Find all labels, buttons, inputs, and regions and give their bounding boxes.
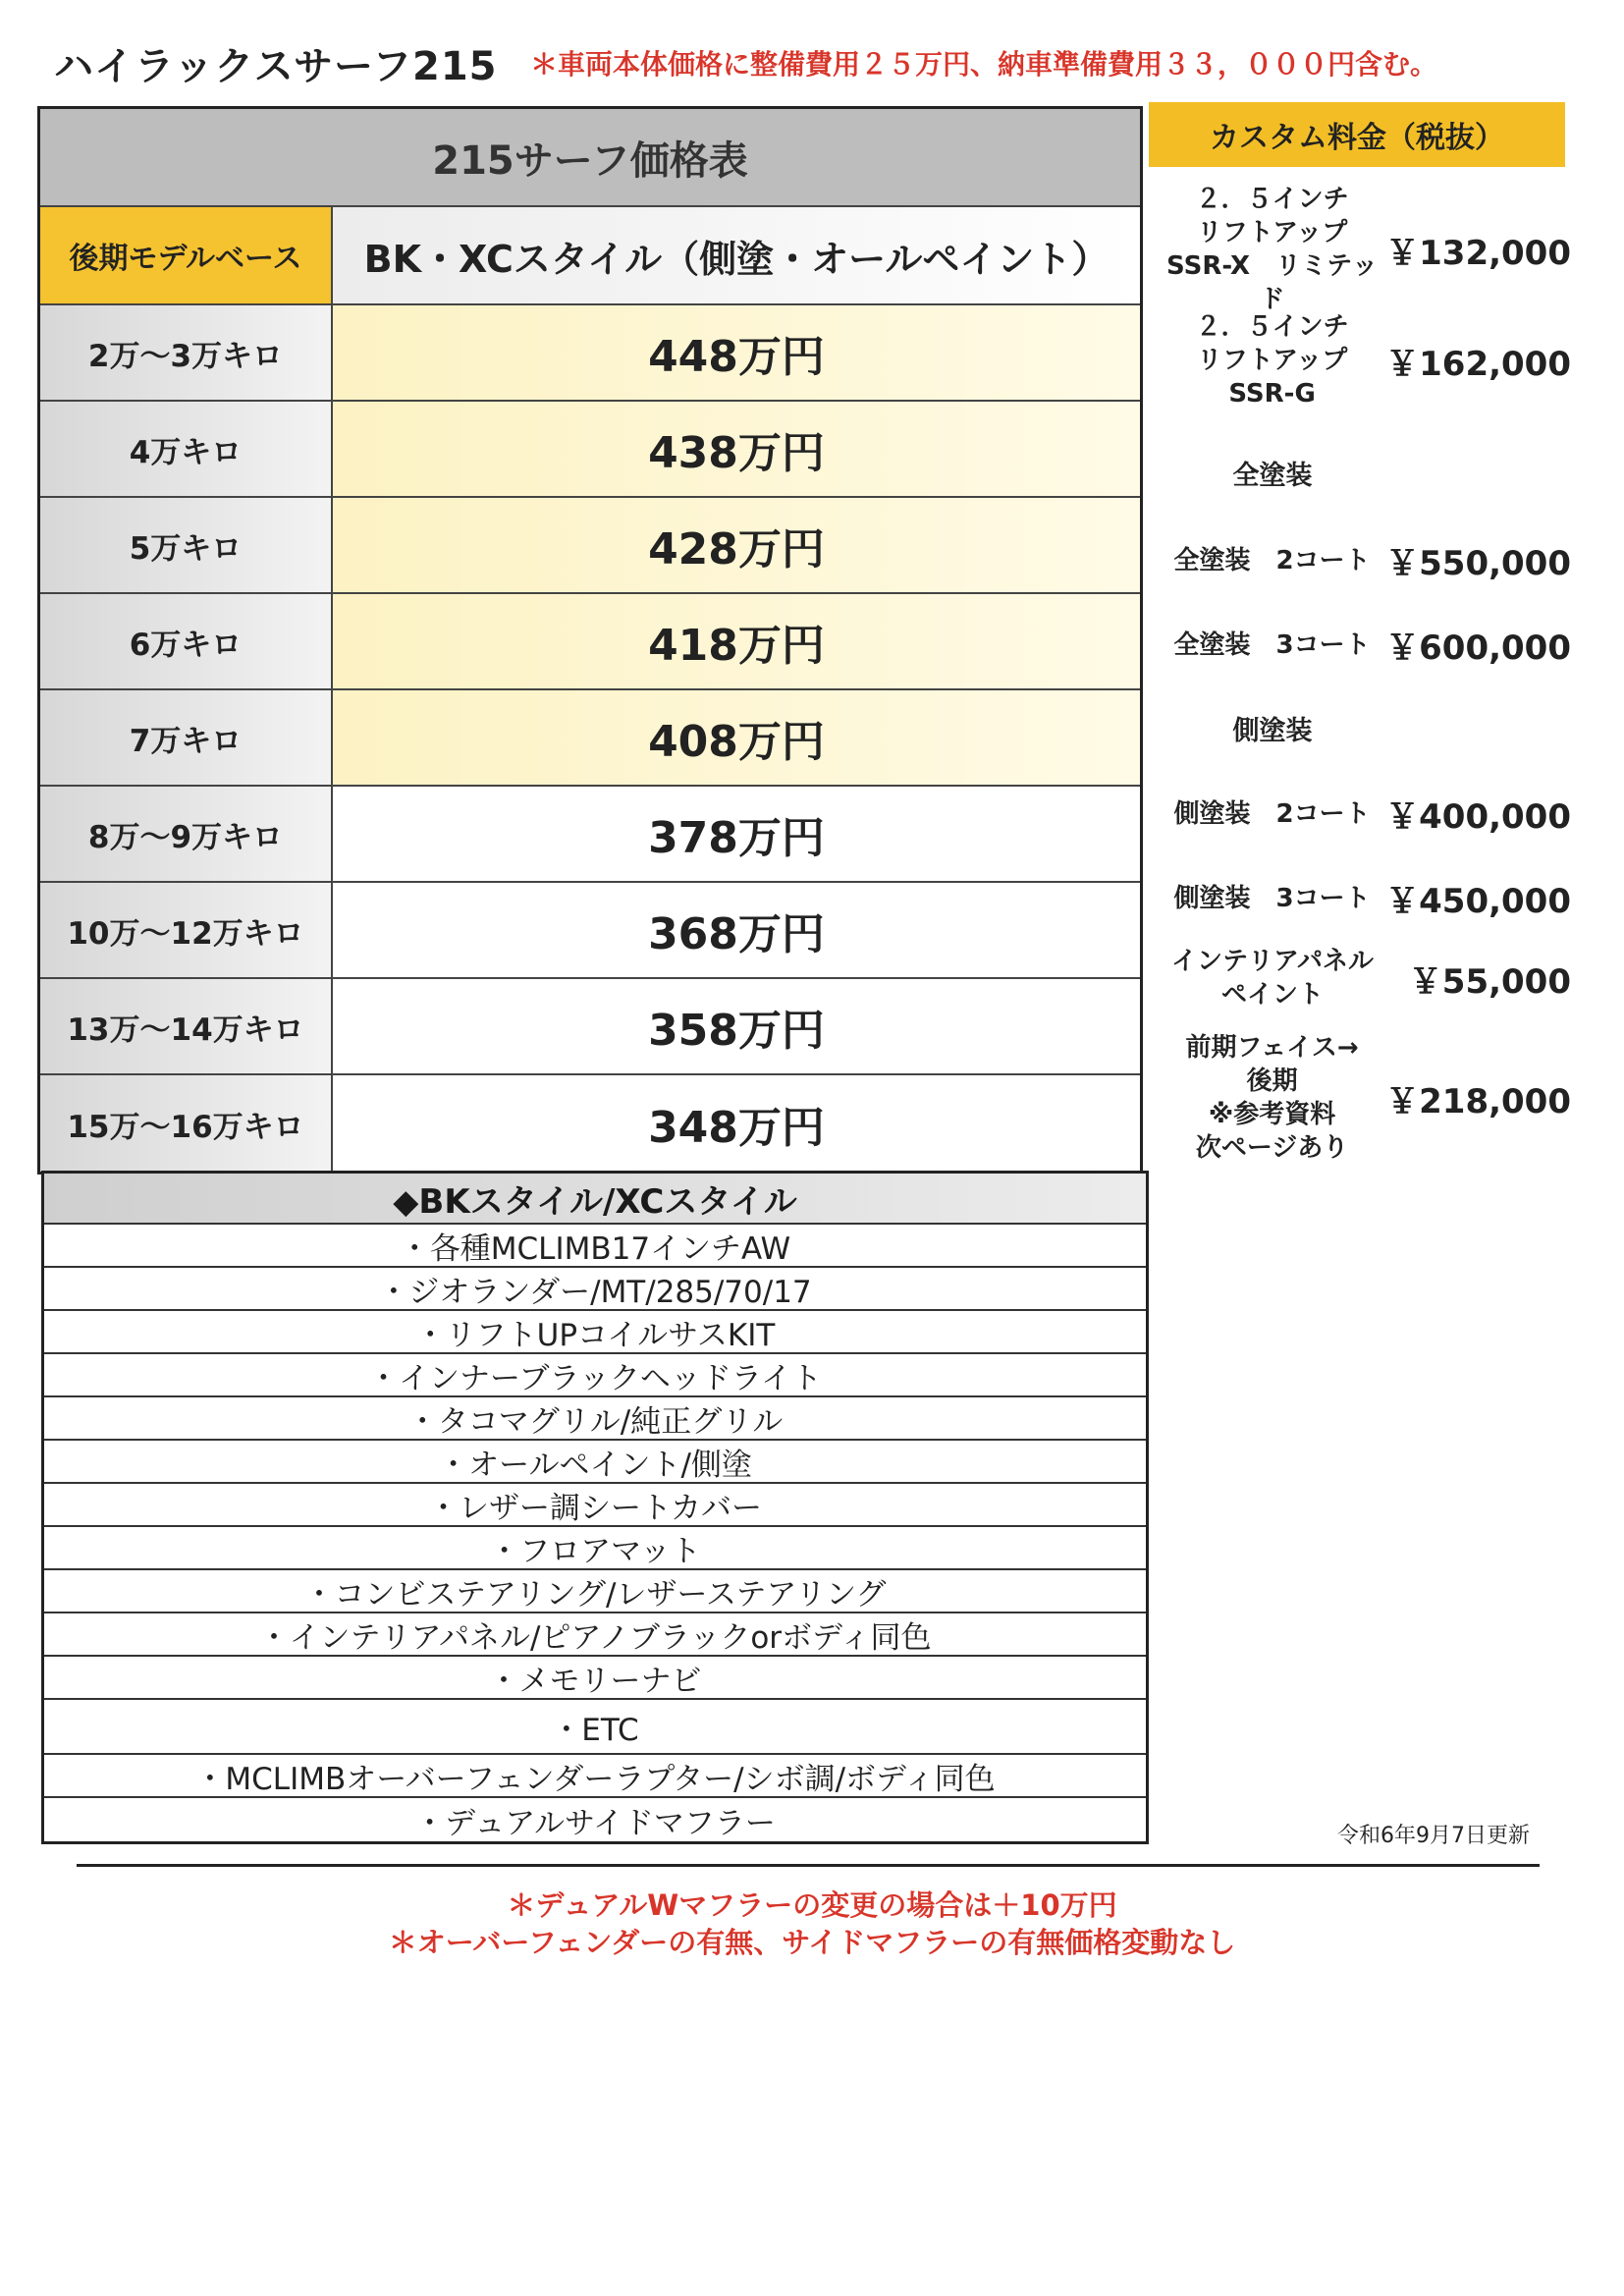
price-cell: 418万円 (333, 594, 1140, 688)
list-item: ・コンビステアリング/レザーステアリング (44, 1570, 1146, 1613)
fee-label: 側塗装 3コート (1173, 883, 1371, 913)
mileage-cell: 13万～14万キロ (40, 979, 333, 1073)
feature-list-title: ◆BKスタイル/XCスタイル (44, 1174, 1146, 1225)
mileage-cell: 10万～12万キロ (40, 883, 333, 977)
fee-price: ￥218,000 (1385, 1081, 1571, 1121)
price-table (37, 106, 1143, 1175)
mileage-cell: 6万キロ (40, 594, 333, 688)
list-item: ・ETC (44, 1700, 1146, 1755)
table-row (40, 787, 1140, 883)
price-cell: 348万円 (648, 1103, 825, 1153)
base-model-label: 後期モデルベース (40, 207, 333, 303)
table-row (40, 883, 1140, 979)
list-item: ・フロアマット (44, 1527, 1146, 1570)
fee-label: 全塗装 3コート (1173, 629, 1371, 660)
fee-label: ２．５インチ リフトアップ SSR-X リミテッド (1166, 185, 1379, 314)
list-item: ・デュアルサイドマフラー (414, 1805, 776, 1841)
fee-label: 全塗装 2コート (1173, 545, 1371, 575)
fee-row-side-paint-2coat (1159, 790, 1571, 838)
list-item: ・メモリーナビ (44, 1657, 1146, 1700)
fee-row-full-paint-2coat (1159, 536, 1571, 584)
price-cell: 378万円 (648, 813, 825, 863)
table-row (40, 979, 1140, 1075)
fee-row-interior-panel (1159, 945, 1571, 1011)
fee-price: ￥55,000 (1408, 961, 1571, 1002)
fee-row-face-swap (1159, 1031, 1571, 1165)
fee-price: ￥132,000 (1385, 233, 1571, 273)
list-item: ・レザー調シートカバー (44, 1484, 1146, 1527)
mileage-cell: 7万キロ (40, 690, 333, 785)
fee-label: インテリアパネル ペイント (1171, 947, 1374, 1010)
table-row (40, 402, 1140, 498)
fee-price: ￥450,000 (1385, 882, 1571, 921)
list-item: ・オールペイント/側塗 (44, 1441, 1146, 1484)
mileage-cell: 8万～9万キロ (40, 787, 333, 881)
price-cell: 408万円 (333, 690, 1140, 785)
price-cell: 448万円 (333, 305, 1140, 400)
list-item: ・各種MCLIMB17インチAW (44, 1225, 1146, 1268)
mileage-cell: 2万～3万キロ (40, 305, 333, 400)
fee-price: ￥600,000 (1385, 629, 1571, 668)
table-row (40, 594, 1140, 690)
footnote-muffler: ＊デュアルWマフラーの変更の場合は＋10万円 (507, 1888, 1117, 1922)
fee-row-side-paint-3coat (1159, 874, 1571, 922)
fee-row-full-paint-3coat (1159, 621, 1571, 669)
price-cell: 368万円 (648, 909, 825, 959)
fee-price: ￥550,000 (1385, 544, 1571, 583)
fee-row-lift-ssrg (1159, 310, 1571, 410)
feature-list (41, 1171, 1149, 1844)
list-item: ・ジオランダー/MT/285/70/17 (44, 1268, 1146, 1311)
price-cell: 358万円 (648, 1006, 825, 1056)
fee-price: ￥162,000 (1385, 344, 1571, 384)
title-note: ＊車両本体価格に整備費用２５万円、納車準備費用３３，０００円含む。 (530, 48, 1438, 81)
mileage-cell: 4万キロ (40, 402, 333, 496)
style-label: BK・XCスタイル（側塗・オールペイント） (333, 207, 1140, 303)
fee-price: ￥400,000 (1385, 797, 1571, 837)
fee-label: 前期フェイス→ 後期 ※参考資料 次ページあり (1185, 1033, 1359, 1163)
mileage-cell: 5万キロ (40, 498, 333, 592)
table-row (40, 1075, 1140, 1172)
list-item: ・MCLIMBオーバーフェンダーラプター/シボ調/ボディ同色 (44, 1755, 1146, 1798)
price-table-title: 215サーフ価格表 (40, 109, 1140, 207)
price-cell: 428万円 (333, 498, 1140, 592)
mileage-cell: 15万～16万キロ (40, 1075, 333, 1172)
fee-row-lift-ssrx (1159, 183, 1571, 316)
footnote-fender: ＊オーバーフェンダーの有無、サイドマフラーの有無価格変動なし (388, 1926, 1236, 1959)
price-table-subheader (40, 207, 1140, 305)
price-cell: 438万円 (333, 402, 1140, 496)
side-paint-heading: 側塗装 (1232, 716, 1313, 746)
custom-fees-title: カスタム料金（税抜） (1149, 102, 1565, 167)
full-paint-heading: 全塗装 (1232, 461, 1313, 491)
fee-label: ２．５インチ リフトアップ SSR-G (1195, 312, 1349, 409)
table-row (40, 498, 1140, 594)
list-item: ・タコマグリル/純正グリル (44, 1397, 1146, 1441)
table-row (40, 305, 1140, 402)
divider (77, 1864, 1540, 1867)
list-item: ・リフトUPコイルサスKIT (44, 1311, 1146, 1354)
fee-label: 側塗装 2コート (1173, 798, 1371, 829)
table-row (40, 690, 1140, 787)
update-date: 令和6年9月7日更新 (1337, 1824, 1530, 1848)
document-title: ハイラックスサーフ215 (54, 44, 498, 89)
list-item: ・インナーブラックヘッドライト (44, 1354, 1146, 1397)
list-item: ・インテリアパネル/ピアノブラックorボディ同色 (44, 1613, 1146, 1657)
